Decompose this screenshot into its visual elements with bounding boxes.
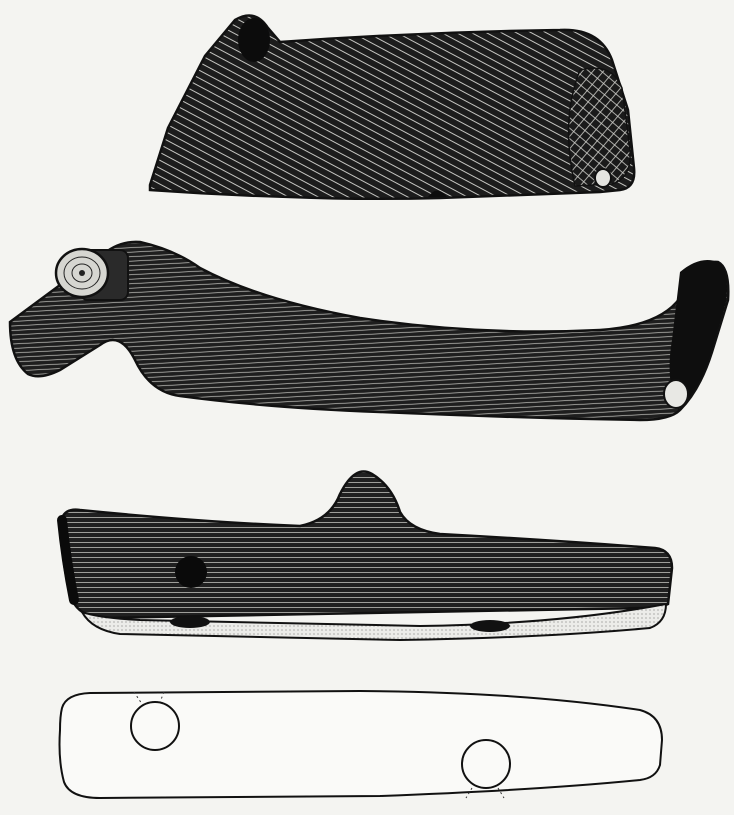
figure-4-outline-plan	[60, 691, 663, 798]
figure-2-bent-stone	[10, 242, 728, 420]
figure-1-carved-stone	[150, 16, 634, 199]
figure-3-stone-bar	[62, 472, 672, 641]
